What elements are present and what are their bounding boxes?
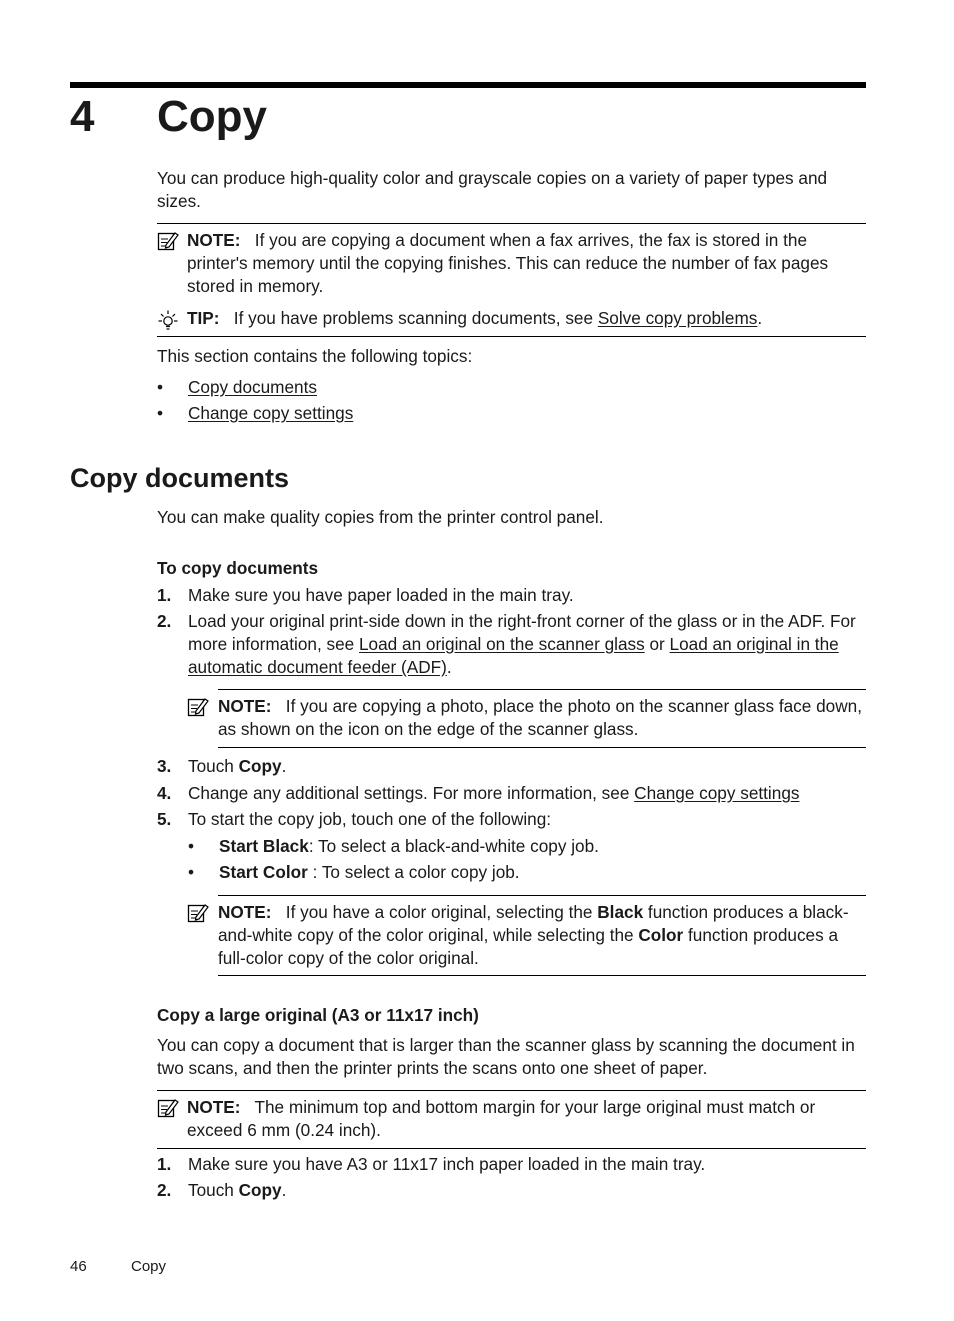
tip-label: TIP: (187, 308, 220, 328)
note-text: function produces a full-color copy of the color original. (218, 925, 839, 968)
step-4-text (188, 782, 870, 805)
step-3-pre: Touch (188, 756, 239, 776)
adf-link[interactable]: Load an original in the automatic document feeder (ADF) (188, 634, 839, 677)
step-number: 1. (157, 585, 172, 605)
note-top-rule (218, 895, 866, 896)
note-pencil-icon (187, 902, 209, 924)
note-top-rule (218, 689, 866, 690)
bullet: • (188, 836, 195, 856)
step-5-text: To start the copy job, touch one of the following: (188, 809, 552, 829)
color-label: Color (638, 925, 684, 945)
step-2-mid: or (644, 634, 670, 654)
tip (187, 307, 869, 330)
topic-link-copy-documents[interactable]: Copy documents (188, 377, 317, 397)
chapter-rule (70, 82, 866, 88)
step-end: . (281, 1180, 287, 1200)
note-1 (187, 229, 869, 298)
large-original-heading: Copy a large original (A3 or 11x17 inch) (157, 1005, 479, 1025)
step-number: 3. (157, 756, 172, 776)
footer-label: Copy (131, 1258, 167, 1275)
section-heading: Copy documents (70, 463, 290, 493)
note-label: NOTE: (218, 696, 272, 716)
step-number: 4. (157, 783, 172, 803)
step-number: 2. (157, 1180, 172, 1200)
note-text: The minimum top and bottom margin for your large original must match or exceed 6 mm (0.24 inch). (187, 1097, 816, 1140)
step-4-body: Change any additional settings. For more information, see (188, 783, 635, 803)
note-text: If you have a color original, selecting the (285, 902, 598, 922)
step-1-text: Make sure you have paper loaded in the main tray. (188, 585, 574, 605)
lightbulb-tip-icon (157, 309, 179, 331)
large-original-intro: You can copy a document that is larger than the scanner glass by scanning the document in two scans, and then the printer prints the scans onto one sheet of paper. (157, 1035, 855, 1078)
topic-link-change-copy-settings[interactable]: Change copy settings (188, 403, 354, 423)
procedure-title: To copy documents (157, 558, 319, 578)
start-black-label: Start Black (219, 836, 309, 856)
solve-copy-problems-link[interactable]: Solve copy problems (597, 308, 758, 328)
black-label: Black (597, 902, 644, 922)
note-label: NOTE: (187, 1097, 241, 1117)
note-2 (218, 695, 870, 741)
bullet: • (157, 403, 164, 423)
tip-end: . (757, 308, 763, 328)
step-3-text (188, 755, 286, 778)
chapter-title: Copy (157, 92, 267, 141)
note-4 (187, 1096, 869, 1142)
sub-item-start-black (219, 835, 599, 858)
copy-label: Copy (238, 1180, 282, 1200)
bullet: • (157, 377, 164, 397)
start-color-label: Start Color (219, 862, 308, 882)
sub-item-start-color (219, 861, 520, 884)
chapter-number: 4 (70, 92, 95, 141)
scanner-glass-link[interactable]: Load an original on the scanner glass (359, 634, 645, 654)
note-text: If you are copying a document when a fax arrives, the fax is stored in the printer's memory until the copying finishes. This can reduce the number of fax pages stored in memory. (187, 230, 829, 296)
step-2-text (188, 610, 870, 679)
step-pre: Touch (188, 1180, 239, 1200)
note-text: If you are copying a photo, place the photo on the scanner glass face down, as shown on the icon on the edge of the scanner glass. (218, 696, 862, 739)
note-bottom-rule (218, 747, 866, 748)
step-number: 2. (157, 611, 172, 631)
sub-item-text: : To select a black-and-white copy job. (308, 836, 599, 856)
large-step-2-text (188, 1179, 286, 1202)
copy-label: Copy (238, 756, 282, 776)
note-pencil-icon (157, 230, 179, 252)
step-number: 5. (157, 809, 172, 829)
note-label: NOTE: (187, 230, 241, 250)
note-text: function produces a black-and-white copy of the color original, while selecting the (218, 902, 849, 945)
page-number: 46 (70, 1258, 87, 1275)
note-top-rule (157, 1090, 866, 1091)
note-bottom-rule (218, 975, 866, 976)
step-3-end: . (281, 756, 287, 776)
intro-paragraph: You can produce high-quality color and grayscale copies on a variety of paper types and sizes. (157, 168, 828, 211)
step-2-end: . (446, 657, 452, 677)
note-top-rule (157, 223, 866, 224)
tip-bottom-rule (157, 336, 866, 337)
step-2-body: Load your original print-side down in the right-front corner of the glass or in the ADF. For more information, see (188, 611, 856, 654)
note-pencil-icon (187, 696, 209, 718)
note-pencil-icon (157, 1097, 179, 1119)
note-label: NOTE: (218, 902, 272, 922)
tip-text: If you have problems scanning documents, see (233, 308, 598, 328)
note-3 (218, 901, 858, 970)
bullet: • (188, 862, 195, 882)
step-number: 1. (157, 1154, 172, 1174)
sub-item-text: : To select a color copy job. (307, 862, 520, 882)
topics-intro: This section contains the following topics: (157, 346, 473, 366)
note-bottom-rule (157, 1148, 866, 1149)
section-intro: You can make quality copies from the printer control panel. (157, 507, 604, 527)
change-copy-settings-link[interactable]: Change copy settings (634, 783, 800, 803)
large-step-1-text: Make sure you have A3 or 11x17 inch paper loaded in the main tray. (188, 1154, 706, 1174)
